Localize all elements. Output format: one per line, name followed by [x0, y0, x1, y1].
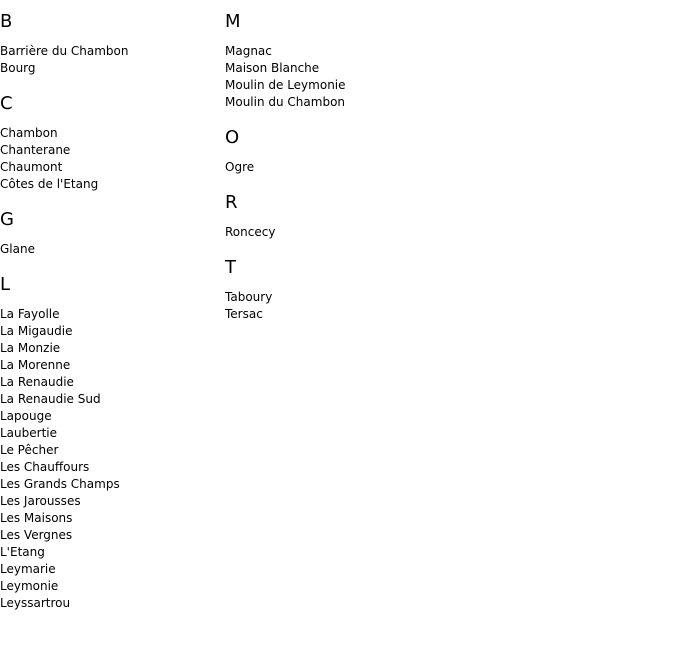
place-item[interactable]: La Morenne — [0, 358, 71, 372]
place-list — [225, 214, 465, 241]
section-letter: C — [0, 93, 13, 114]
place-item[interactable]: Roncecy — [225, 225, 276, 239]
place-item[interactable]: Les Jarousses — [0, 494, 81, 508]
place-item[interactable]: Bourg — [0, 61, 36, 75]
place-item[interactable]: Tersac — [225, 307, 263, 321]
place-item[interactable]: La Monzie — [0, 341, 61, 355]
place-list — [225, 149, 465, 176]
place-item[interactable]: Côtes de l'Etang — [0, 177, 99, 191]
section-c — [0, 77, 220, 193]
section-t — [225, 241, 465, 323]
place-item[interactable]: Les Grands Champs — [0, 477, 120, 491]
place-list — [0, 115, 220, 193]
place-item[interactable]: Glane — [0, 242, 35, 256]
section-o — [225, 111, 465, 176]
place-item[interactable]: La Migaudie — [0, 324, 73, 338]
place-item[interactable]: Taboury — [225, 290, 273, 304]
place-item[interactable]: Le Pêcher — [0, 443, 59, 457]
index-column-left — [0, 0, 220, 612]
place-item[interactable]: Chaumont — [0, 160, 63, 174]
place-list — [0, 33, 220, 77]
place-item[interactable]: Leymonie — [0, 579, 59, 593]
section-b — [0, 0, 220, 77]
section-m — [225, 0, 465, 111]
place-item[interactable]: L'Etang — [0, 545, 45, 559]
section-letter: R — [225, 192, 238, 213]
place-item[interactable]: Les Vergnes — [0, 528, 73, 542]
place-item[interactable]: Ogre — [225, 160, 255, 174]
place-list — [0, 231, 220, 258]
place-item[interactable]: Lapouge — [0, 409, 52, 423]
place-item[interactable]: Barrière du Chambon — [0, 44, 129, 58]
section-letter: G — [0, 209, 14, 230]
place-item[interactable]: Chanterane — [0, 143, 71, 157]
place-list — [225, 279, 465, 323]
place-item[interactable]: Moulin de Leymonie — [225, 78, 346, 92]
section-letter: T — [225, 257, 236, 278]
section-l — [0, 258, 220, 612]
section-letter: M — [225, 11, 241, 32]
place-item[interactable]: Leyssartrou — [0, 596, 71, 610]
section-g — [0, 193, 220, 258]
section-letter: B — [0, 11, 13, 32]
place-list — [225, 33, 465, 111]
index-column-right — [225, 0, 465, 323]
section-letter: L — [0, 274, 11, 295]
place-item[interactable]: La Fayolle — [0, 307, 60, 321]
place-item[interactable]: La Renaudie — [0, 375, 74, 389]
place-item[interactable]: Leymarie — [0, 562, 56, 576]
place-item[interactable]: Les Chauffours — [0, 460, 90, 474]
place-item[interactable]: Magnac — [225, 44, 272, 58]
section-letter: O — [225, 127, 240, 148]
place-list — [0, 296, 220, 612]
place-item[interactable]: La Renaudie Sud — [0, 392, 101, 406]
place-item[interactable]: Chambon — [0, 126, 58, 140]
place-item[interactable]: Maison Blanche — [225, 61, 320, 75]
place-item[interactable]: Les Maisons — [0, 511, 73, 525]
place-item[interactable]: Moulin du Chambon — [225, 95, 346, 109]
place-item[interactable]: Laubertie — [0, 426, 57, 440]
section-r — [225, 176, 465, 241]
